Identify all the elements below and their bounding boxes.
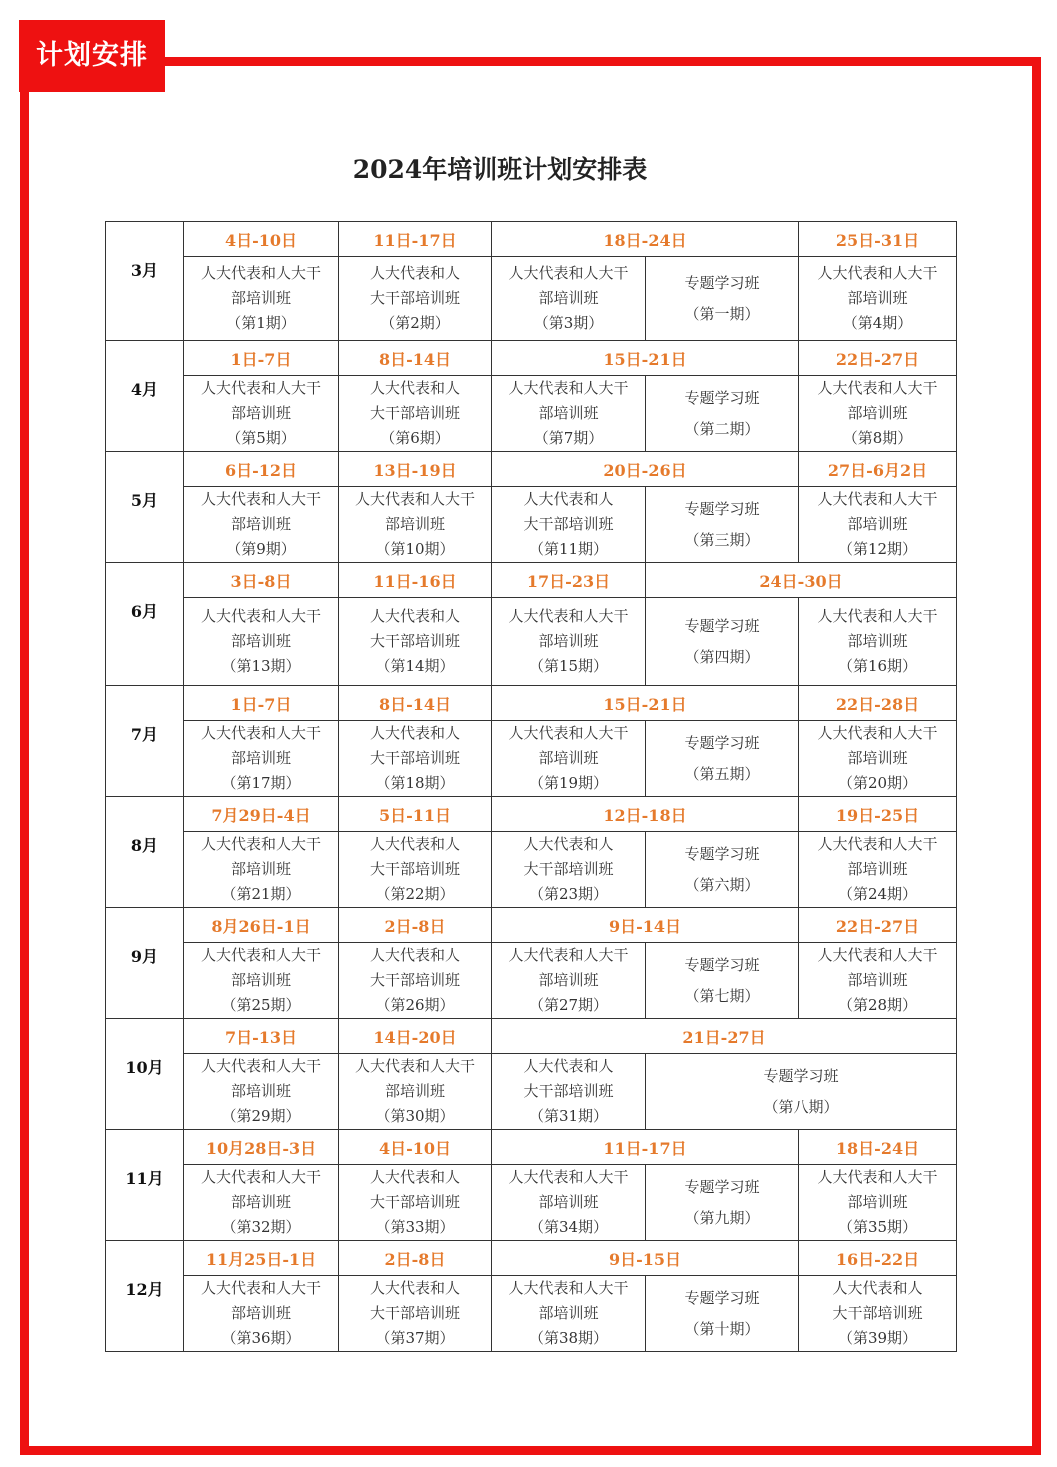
date-range-cell: 22日-27日: [799, 341, 957, 376]
class-text-line: （第15期）: [528, 657, 609, 675]
class-text-line: （第3期）: [533, 314, 604, 332]
class-text-line: 人大代表和人大干: [817, 264, 938, 282]
class-text-line: 部培训班: [230, 1304, 291, 1322]
training-class-cell: [339, 598, 492, 686]
class-text-line: 人大代表和人大干: [508, 1279, 629, 1297]
date-range-cell: 5日-11日: [339, 797, 492, 832]
training-class-cell: [184, 598, 339, 686]
class-text-line: （第九期）: [684, 1208, 760, 1227]
training-class-cell: [339, 721, 492, 797]
class-text-line: 部培训班: [230, 289, 291, 307]
class-text-line: 人大代表和人大干: [817, 490, 938, 508]
class-text-line: 大干部培训班: [369, 289, 460, 307]
training-class-cell: [184, 1276, 339, 1352]
date-range-cell: 15日-21日: [492, 686, 799, 721]
date-range-cell: 3日-8日: [184, 563, 339, 598]
date-range-cell: 4日-10日: [184, 222, 339, 257]
section-tag: 计划安排: [19, 20, 165, 92]
training-class-cell: [799, 376, 957, 452]
training-class-cell: [492, 721, 646, 797]
class-text-line: 专题学习班: [684, 844, 760, 863]
date-range-cell: 18日-24日: [492, 222, 799, 257]
date-range-cell: 22日-28日: [799, 686, 957, 721]
training-class-cell: [492, 257, 646, 341]
class-text-line: 人大代表和人大干: [200, 379, 321, 397]
class-text-line: （第四期）: [684, 647, 760, 666]
date-range-cell: 25日-31日: [799, 222, 957, 257]
class-text-line: 部培训班: [538, 289, 599, 307]
class-text-line: （第26期）: [375, 996, 455, 1014]
class-text-line: （第八期）: [763, 1097, 839, 1116]
date-range-cell: 7日-13日: [184, 1019, 339, 1054]
class-text-line: 人大代表和人大干: [508, 1168, 629, 1186]
special-study-class-cell: [646, 832, 799, 908]
date-range-cell: 22日-27日: [799, 908, 957, 943]
date-range-cell: 14日-20日: [339, 1019, 492, 1054]
special-study-class-cell: [646, 257, 799, 341]
date-range-cell: 6日-12日: [184, 452, 339, 487]
training-class-cell: [184, 257, 339, 341]
training-class-cell: [184, 943, 339, 1019]
class-text-line: 部培训班: [230, 1193, 291, 1211]
class-text-line: （第29期）: [221, 1107, 301, 1125]
training-class-cell: [492, 487, 646, 563]
date-range-cell: 9日-14日: [492, 908, 799, 943]
class-text-line: （第35期）: [837, 1218, 918, 1236]
month-label: 4月: [106, 341, 184, 452]
date-range-cell: 11日-17日: [492, 1130, 799, 1165]
class-text-line: 部培训班: [538, 1304, 599, 1322]
class-text-line: （第一期）: [684, 304, 760, 323]
class-text-line: 专题学习班: [684, 955, 760, 974]
date-range-cell: 8日-14日: [339, 686, 492, 721]
date-range-cell: 13日-19日: [339, 452, 492, 487]
class-text-line: 人大代表和人大干: [200, 264, 321, 282]
class-text-line: 大干部培训班: [523, 515, 614, 533]
class-text-line: 部培训班: [538, 1193, 599, 1211]
class-text-line: （第31期）: [528, 1107, 609, 1125]
class-text-line: （第11期）: [528, 540, 609, 558]
date-range-cell: 7月29日-4日: [184, 797, 339, 832]
class-text-line: 人大代表和人大干: [817, 607, 938, 625]
training-class-cell: [799, 1165, 957, 1241]
class-text-line: 人大代表和人大干: [200, 835, 321, 853]
class-text-line: （第33期）: [375, 1218, 455, 1236]
class-text-line: 人大代表和人大干: [200, 1168, 321, 1186]
date-range-cell: 20日-26日: [492, 452, 799, 487]
class-text-line: 部培训班: [538, 971, 599, 989]
class-text-line: （第32期）: [221, 1218, 301, 1236]
class-text-line: （第二期）: [684, 419, 760, 438]
training-class-cell: [799, 257, 957, 341]
class-text-line: （第37期）: [375, 1329, 455, 1347]
date-range-cell: 2日-8日: [339, 908, 492, 943]
date-range-cell: 10月28日-3日: [184, 1130, 339, 1165]
class-text-line: 人大代表和人大干: [508, 379, 629, 397]
class-text-line: 部培训班: [847, 1193, 908, 1211]
class-text-line: 人大代表和人: [369, 1168, 460, 1186]
class-text-line: 部培训班: [538, 749, 599, 767]
class-text-line: 大干部培训班: [369, 404, 460, 422]
date-range-cell: 19日-25日: [799, 797, 957, 832]
date-range-cell: 8月26日-1日: [184, 908, 339, 943]
class-text-line: （第34期）: [528, 1218, 609, 1236]
date-range-cell: 2日-8日: [339, 1241, 492, 1276]
class-text-line: 人大代表和人: [369, 264, 460, 282]
date-range-cell: 9日-15日: [492, 1241, 799, 1276]
class-text-line: （第38期）: [528, 1329, 609, 1347]
class-text-line: （第8期）: [842, 429, 913, 447]
class-text-line: （第12期）: [837, 540, 918, 558]
month-label: 7月: [106, 686, 184, 797]
class-text-line: 专题学习班: [684, 1177, 760, 1196]
class-text-line: 部培训班: [230, 632, 291, 650]
class-text-line: 部培训班: [847, 749, 908, 767]
training-class-cell: [339, 257, 492, 341]
class-text-line: 人大代表和人: [369, 379, 460, 397]
class-text-line: 部培训班: [847, 860, 908, 878]
class-text-line: 部培训班: [230, 1082, 291, 1100]
class-text-line: 大干部培训班: [369, 632, 460, 650]
training-class-cell: [799, 943, 957, 1019]
training-class-cell: [339, 943, 492, 1019]
training-class-cell: [339, 1054, 492, 1130]
class-text-line: 大干部培训班: [369, 971, 460, 989]
training-class-cell: [492, 1276, 646, 1352]
class-text-line: 人大代表和人大干: [200, 1279, 321, 1297]
class-text-line: 专题学习班: [684, 499, 760, 518]
class-text-line: 部培训班: [230, 404, 291, 422]
special-study-class-cell: [646, 376, 799, 452]
date-range-cell: 1日-7日: [184, 341, 339, 376]
date-range-cell: 16日-22日: [799, 1241, 957, 1276]
training-class-cell: [339, 832, 492, 908]
class-text-line: 部培训班: [384, 515, 445, 533]
date-range-cell: 17日-23日: [492, 563, 646, 598]
training-class-cell: [799, 1276, 957, 1352]
training-class-cell: [799, 721, 957, 797]
month-label: 9月: [106, 908, 184, 1019]
class-text-line: （第17期）: [221, 774, 301, 792]
date-range-cell: 27日-6月2日: [799, 452, 957, 487]
class-text-line: （第七期）: [684, 986, 760, 1005]
class-text-line: 人大代表和人: [369, 1279, 460, 1297]
date-range-cell: 18日-24日: [799, 1130, 957, 1165]
class-text-line: （第19期）: [528, 774, 609, 792]
month-label: 3月: [106, 222, 184, 341]
class-text-line: 部培训班: [384, 1082, 445, 1100]
training-class-cell: [339, 1276, 492, 1352]
class-text-line: 人大代表和人: [369, 607, 460, 625]
class-text-line: 人大代表和人大干: [817, 724, 938, 742]
class-text-line: （第28期）: [837, 996, 918, 1014]
class-text-line: 部培训班: [847, 515, 908, 533]
class-text-line: （第18期）: [375, 774, 455, 792]
class-text-line: 部培训班: [538, 632, 599, 650]
training-class-cell: [184, 376, 339, 452]
class-text-line: （第23期）: [528, 885, 609, 903]
class-text-line: 部培训班: [230, 860, 291, 878]
class-text-line: 部培训班: [847, 971, 908, 989]
class-text-line: 人大代表和人大干: [508, 946, 629, 964]
class-text-line: （第14期）: [375, 657, 455, 675]
class-text-line: 人大代表和人: [369, 946, 460, 964]
date-range-cell: 24日-30日: [646, 563, 957, 598]
training-class-cell: [492, 943, 646, 1019]
class-text-line: （第7期）: [533, 429, 604, 447]
class-text-line: 大干部培训班: [369, 1193, 460, 1211]
class-text-line: 大干部培训班: [523, 1082, 614, 1100]
training-class-cell: [799, 487, 957, 563]
month-label: 5月: [106, 452, 184, 563]
class-text-line: 人大代表和人大干: [508, 607, 629, 625]
class-text-line: （第27期）: [528, 996, 609, 1014]
training-class-cell: [492, 598, 646, 686]
class-text-line: （第2期）: [380, 314, 450, 332]
date-range-cell: 1日-7日: [184, 686, 339, 721]
class-text-line: （第5期）: [226, 429, 296, 447]
class-text-line: 人大代表和人大干: [200, 946, 321, 964]
class-text-line: （第三期）: [684, 530, 760, 549]
class-text-line: 人大代表和人: [523, 1057, 614, 1075]
training-class-cell: [492, 1165, 646, 1241]
training-class-cell: [184, 487, 339, 563]
schedule-table: [105, 221, 957, 1352]
training-class-cell: [799, 832, 957, 908]
class-text-line: （第20期）: [837, 774, 918, 792]
date-range-cell: 11月25日-1日: [184, 1241, 339, 1276]
class-text-line: （第六期）: [684, 875, 760, 894]
class-text-line: 人大代表和人大干: [354, 490, 475, 508]
training-class-cell: [184, 721, 339, 797]
class-text-line: 人大代表和人: [369, 835, 460, 853]
class-text-line: 部培训班: [847, 404, 908, 422]
class-text-line: （第16期）: [837, 657, 918, 675]
special-study-class-cell: [646, 943, 799, 1019]
month-label: 10月: [106, 1019, 184, 1130]
class-text-line: 人大代表和人大干: [817, 946, 938, 964]
date-range-cell: 8日-14日: [339, 341, 492, 376]
class-text-line: 大干部培训班: [369, 860, 460, 878]
date-range-cell: 4日-10日: [339, 1130, 492, 1165]
date-range-cell: 11日-17日: [339, 222, 492, 257]
class-text-line: 人大代表和人大干: [508, 264, 629, 282]
special-study-class-cell: [646, 1165, 799, 1241]
class-text-line: （第39期）: [837, 1329, 918, 1347]
month-label: 8月: [106, 797, 184, 908]
class-text-line: 人大代表和人大干: [200, 490, 321, 508]
date-range-cell: 11日-16日: [339, 563, 492, 598]
class-text-line: （第22期）: [375, 885, 455, 903]
class-text-line: 人大代表和人: [523, 490, 614, 508]
class-text-line: 部培训班: [230, 515, 291, 533]
class-text-line: 人大代表和人大干: [817, 835, 938, 853]
class-text-line: 部培训班: [230, 971, 291, 989]
date-range-cell: 21日-27日: [492, 1019, 957, 1054]
class-text-line: 大干部培训班: [369, 749, 460, 767]
class-text-line: 部培训班: [847, 632, 908, 650]
month-label: 11月: [106, 1130, 184, 1241]
class-text-line: （第13期）: [221, 657, 301, 675]
class-text-line: （第6期）: [380, 429, 450, 447]
class-text-line: （第9期）: [226, 540, 296, 558]
class-text-line: 专题学习班: [684, 1288, 760, 1307]
special-study-class-cell: [646, 598, 799, 686]
special-study-class-cell: [646, 1054, 957, 1130]
month-label: 6月: [106, 563, 184, 686]
special-study-class-cell: [646, 1276, 799, 1352]
class-text-line: （第1期）: [226, 314, 296, 332]
class-text-line: （第10期）: [375, 540, 455, 558]
class-text-line: （第36期）: [221, 1329, 301, 1347]
training-class-cell: [799, 598, 957, 686]
class-text-line: 人大代表和人大干: [817, 1168, 938, 1186]
training-class-cell: [492, 376, 646, 452]
date-range-cell: 15日-21日: [492, 341, 799, 376]
class-text-line: 专题学习班: [684, 273, 760, 292]
date-range-cell: 12日-18日: [492, 797, 799, 832]
class-text-line: 人大代表和人: [369, 724, 460, 742]
training-class-cell: [492, 1054, 646, 1130]
class-text-line: 人大代表和人大干: [200, 724, 321, 742]
training-class-cell: [184, 832, 339, 908]
special-study-class-cell: [646, 487, 799, 563]
class-text-line: 专题学习班: [684, 388, 760, 407]
training-class-cell: [339, 376, 492, 452]
class-text-line: （第21期）: [221, 885, 301, 903]
class-text-line: 人大代表和人大干: [354, 1057, 475, 1075]
class-text-line: 部培训班: [230, 749, 291, 767]
training-class-cell: [339, 1165, 492, 1241]
class-text-line: 人大代表和人大干: [817, 379, 938, 397]
class-text-line: （第4期）: [842, 314, 913, 332]
training-class-cell: [492, 832, 646, 908]
training-class-cell: [339, 487, 492, 563]
class-text-line: 人大代表和人: [523, 835, 614, 853]
training-class-cell: [184, 1165, 339, 1241]
class-text-line: （第五期）: [684, 764, 760, 783]
class-text-line: 部培训班: [538, 404, 599, 422]
class-text-line: 大干部培训班: [369, 1304, 460, 1322]
class-text-line: 专题学习班: [763, 1066, 839, 1085]
special-study-class-cell: [646, 721, 799, 797]
class-text-line: （第30期）: [375, 1107, 455, 1125]
class-text-line: 部培训班: [847, 289, 908, 307]
class-text-line: 大干部培训班: [523, 860, 614, 878]
class-text-line: （第十期）: [684, 1319, 760, 1338]
class-text-line: 专题学习班: [684, 616, 760, 635]
class-text-line: 大干部培训班: [832, 1304, 923, 1322]
class-text-line: 人大代表和人大干: [200, 607, 321, 625]
month-label: 12月: [106, 1241, 184, 1352]
page-title: 2024年培训班计划安排表: [352, 155, 648, 184]
training-class-cell: [184, 1054, 339, 1130]
class-text-line: 人大代表和人大干: [200, 1057, 321, 1075]
class-text-line: 专题学习班: [684, 733, 760, 752]
class-text-line: （第24期）: [837, 885, 918, 903]
class-text-line: 人大代表和人: [832, 1279, 923, 1297]
class-text-line: 人大代表和人大干: [508, 724, 629, 742]
class-text-line: （第25期）: [221, 996, 301, 1014]
